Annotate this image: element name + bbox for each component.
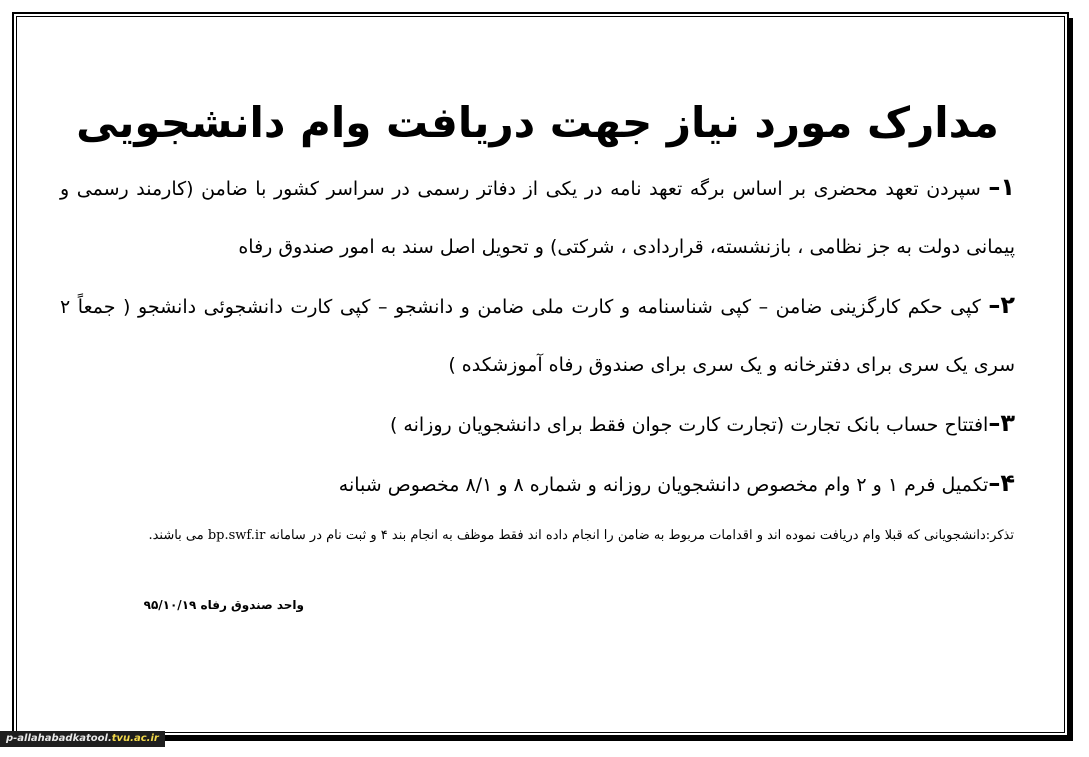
requirement-item-2: [60, 276, 1015, 394]
requirement-item-4: [60, 454, 1015, 514]
signature-line: واحد صندوق رفاه ۹۵/۱۰/۱۹: [143, 598, 304, 612]
page-shadow-bottom: [18, 737, 1073, 741]
item-number: ۱–: [988, 173, 1015, 201]
watermark-prefix: p-allahabadkatool.: [6, 733, 112, 744]
item-text: سپردن تعهد محضری بر اساس برگه تعهد نامه در یکی از دفاتر رسمی در سراسر کشور با ضامن (کارمند رسمی و پیمانی دولت به جز نظامی ، بازنشسته، قراردادی ، شرکتی) و تحویل اصل سند به امور صندوق رفاه: [60, 178, 1015, 258]
document-title: مدارک مورد نیاز جهت دریافت وام دانشجویی: [76, 98, 999, 147]
item-text: افتتاح حساب بانک تجارت (تجارت کارت جوان فقط برای دانشجویان روزانه ): [389, 414, 989, 436]
item-text: کپی حکم کارگزینی ضامن – کپی شناسنامه و کارت ملی ضامن و دانشجو – کپی کارت دانشجوئی دانشجو ( جمعاً ۲ سری یک سری برای دفترخانه و یک سری برای صندوق رفاه آموزشکده ): [60, 296, 1015, 376]
item-number: ۳–: [988, 409, 1015, 437]
watermark-domain: tvu.ac.ir: [111, 733, 159, 744]
note-text: تذکر:دانشجویانی که قبلا وام دریافت نموده اند و اقدامات مربوط به ضامن را انجام داده اند فقط موظف به انجام بند ۴ و ثبت نام در سامانه bp.swf.ir می باشند.: [148, 528, 1014, 543]
source-watermark: [0, 731, 165, 747]
item-number: ۲–: [988, 291, 1015, 319]
page-shadow-right: [1069, 18, 1073, 741]
requirement-item-1: [60, 158, 1015, 276]
requirement-item-3: [60, 394, 1015, 454]
item-text: تکمیل فرم ۱ و ۲ وام مخصوص دانشجویان روزانه و شماره ۸ و ۸/۱ مخصوص شبانه: [338, 474, 989, 496]
item-number: ۴–: [988, 469, 1015, 497]
document-body: [60, 88, 1015, 514]
